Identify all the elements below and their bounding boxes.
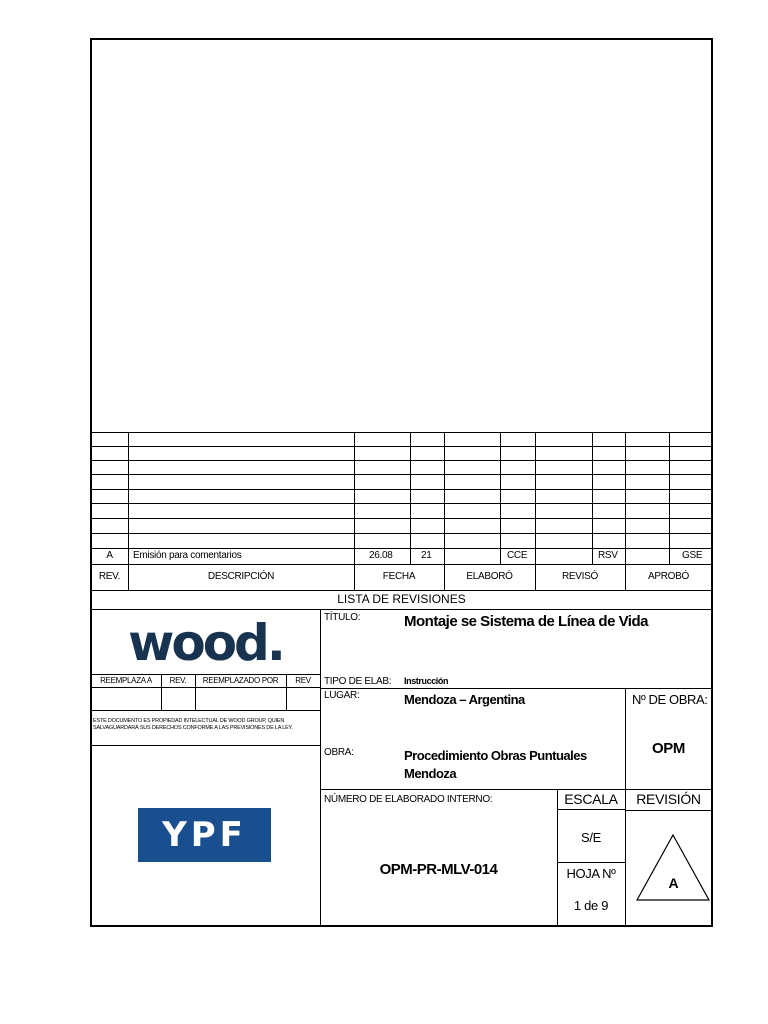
reviso-header: REVISÓ xyxy=(562,571,598,582)
ypf-logo-text: YPF xyxy=(162,815,247,855)
ownership-notice: ESTE DOCUMENTO ES PROPIEDAD INTELECTUAL DE WOOD GROUP, QUIEN SALVAGUARDARÁ SUS DERECHOS CONFORME A LAS PREVISIONES DE LA LEY. xyxy=(93,718,293,731)
lugar-label: LUGAR: xyxy=(324,690,360,701)
revision-label: REVISIÓN xyxy=(636,791,701,807)
escala-label: ESCALA xyxy=(564,791,618,807)
fecha-b-cell: 21 xyxy=(421,550,432,561)
numero-value: OPM-PR-MLV-014 xyxy=(379,861,498,878)
wood-logo-text: wood. xyxy=(128,614,283,672)
aprobo-cell: GSE xyxy=(682,550,703,561)
titulo-label: TÍTULO: xyxy=(324,612,361,623)
reemplazado-por-header: REEMPLAZADO POR xyxy=(202,676,279,685)
revision-list-caption: LISTA DE REVISIONES xyxy=(337,592,466,606)
rev-header: REV. xyxy=(98,571,121,582)
hoja-value: 1 de 9 xyxy=(573,898,609,913)
escala-value: S/E xyxy=(580,830,602,845)
reviso-cell: RSV xyxy=(598,550,618,561)
rev-cell: A xyxy=(106,550,113,561)
descripcion-cell: Emisión para comentarios xyxy=(133,550,242,561)
wood-logo xyxy=(91,612,320,674)
reemplaza-a-header: REEMPLAZA A xyxy=(100,676,152,685)
fecha-header: FECHA xyxy=(382,571,416,582)
tipo-elab-value: Instrucción xyxy=(404,676,449,686)
aprobo-header: APROBÓ xyxy=(648,571,689,582)
obra-num-value: OPM xyxy=(652,740,685,757)
ypf-logo xyxy=(138,808,271,862)
hoja-label: HOJA Nº xyxy=(566,866,616,881)
numero-label: NÚMERO DE ELABORADO INTERNO: xyxy=(324,794,493,805)
descripcion-header: DESCRIPCIÓN xyxy=(207,571,275,582)
obra-value-line2: Mendoza xyxy=(404,766,457,781)
obra-num-label: Nº DE OBRA: xyxy=(632,692,708,707)
tipo-elab-label: TIPO DE ELAB: xyxy=(324,676,392,687)
elaboro-header: ELABORÓ xyxy=(466,571,513,582)
elaboro-cell: CCE xyxy=(507,550,528,561)
titulo-value: Montaje se Sistema de Línea de Vida xyxy=(404,613,648,630)
obra-value-line1: Procedimiento Obras Puntuales xyxy=(404,748,587,763)
fecha-a-cell: 26.08 xyxy=(369,550,393,561)
revision-value: A xyxy=(668,875,679,891)
revision-triangle-icon xyxy=(636,834,711,902)
rev-header-left: REV. xyxy=(169,676,187,685)
rev2-header-left: REV xyxy=(295,676,311,685)
lugar-value: Mendoza – Argentina xyxy=(404,692,525,707)
obra-label: OBRA: xyxy=(324,747,354,758)
